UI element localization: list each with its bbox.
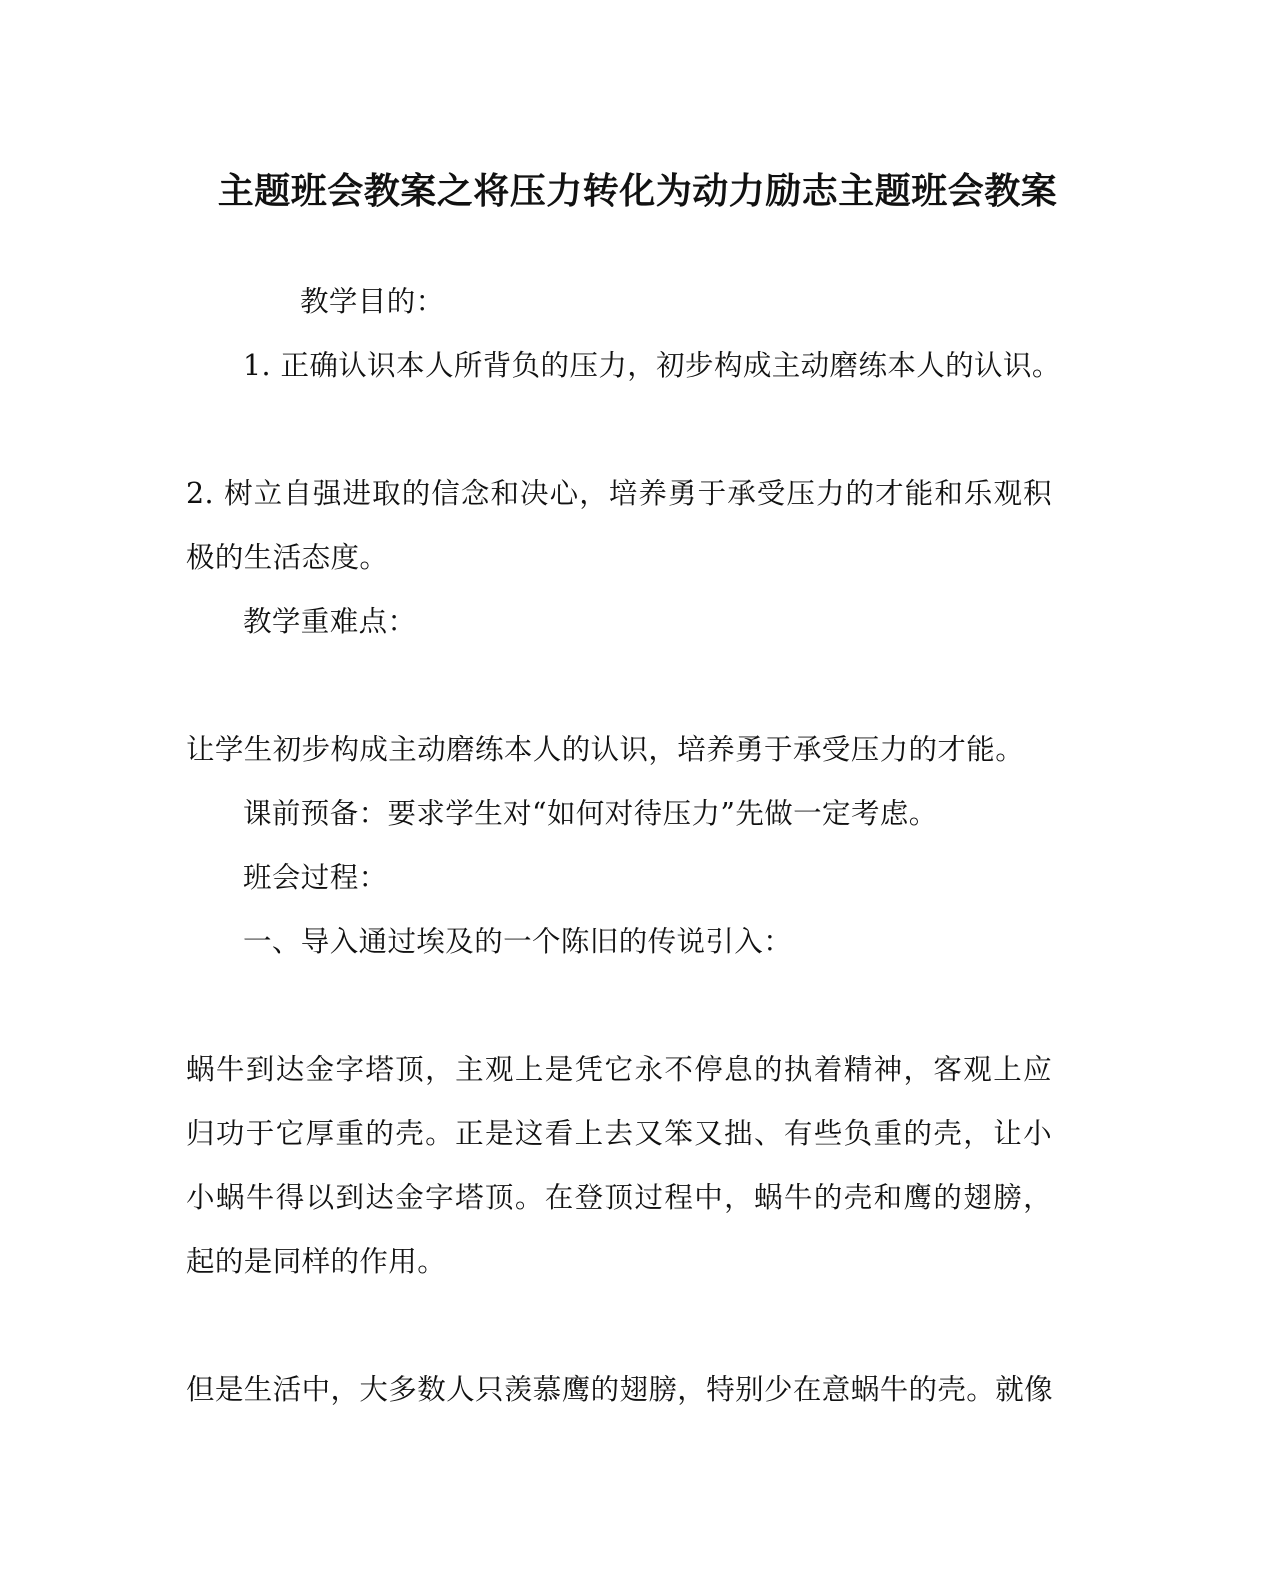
section-heading-process: 班会过程： [243, 861, 388, 894]
process-step-1-intro: 一、导入通过埃及的一个陈旧的传说引入： [243, 925, 793, 958]
preparation-text: 课前预备：要求学生对“如何对待压力”先做一定考虑。 [243, 797, 938, 830]
key-points-text: 让学生初步构成主动磨练本人的认识，培养勇于承受压力的才能。 [186, 733, 1025, 766]
section-heading-key-points: 教学重难点： [243, 605, 417, 638]
story-paragraph: 蜗牛到达金字塔顶，主观上是凭它永不停息的执着精神，客观上应归功于它厚重的壳。正是这看上去又笨又拙、有些负重的壳，让小小蜗牛得以到达金字塔顶。在登顶过程中，蜗牛的壳和鹰的翅膀，起的是同样的作用。 [186, 1053, 1052, 1278]
objective-item-2: 2. 树立自强进取的信念和决心，培养勇于承受压力的才能和乐观积极的生活态度。 [186, 477, 1052, 574]
objective-item-1: 1. 正确认识本人所背负的压力，初步构成主动磨练本人的认识。 [243, 349, 1061, 382]
document-title: 主题班会教案之将压力转化为动力励志主题班会教案 [217, 170, 1058, 212]
continuation-paragraph: 但是生活中，大多数人只羡慕鹰的翅膀，特别少在意蜗牛的壳。就像 [186, 1373, 1054, 1406]
section-heading-objectives: 教学目的： [300, 285, 445, 318]
